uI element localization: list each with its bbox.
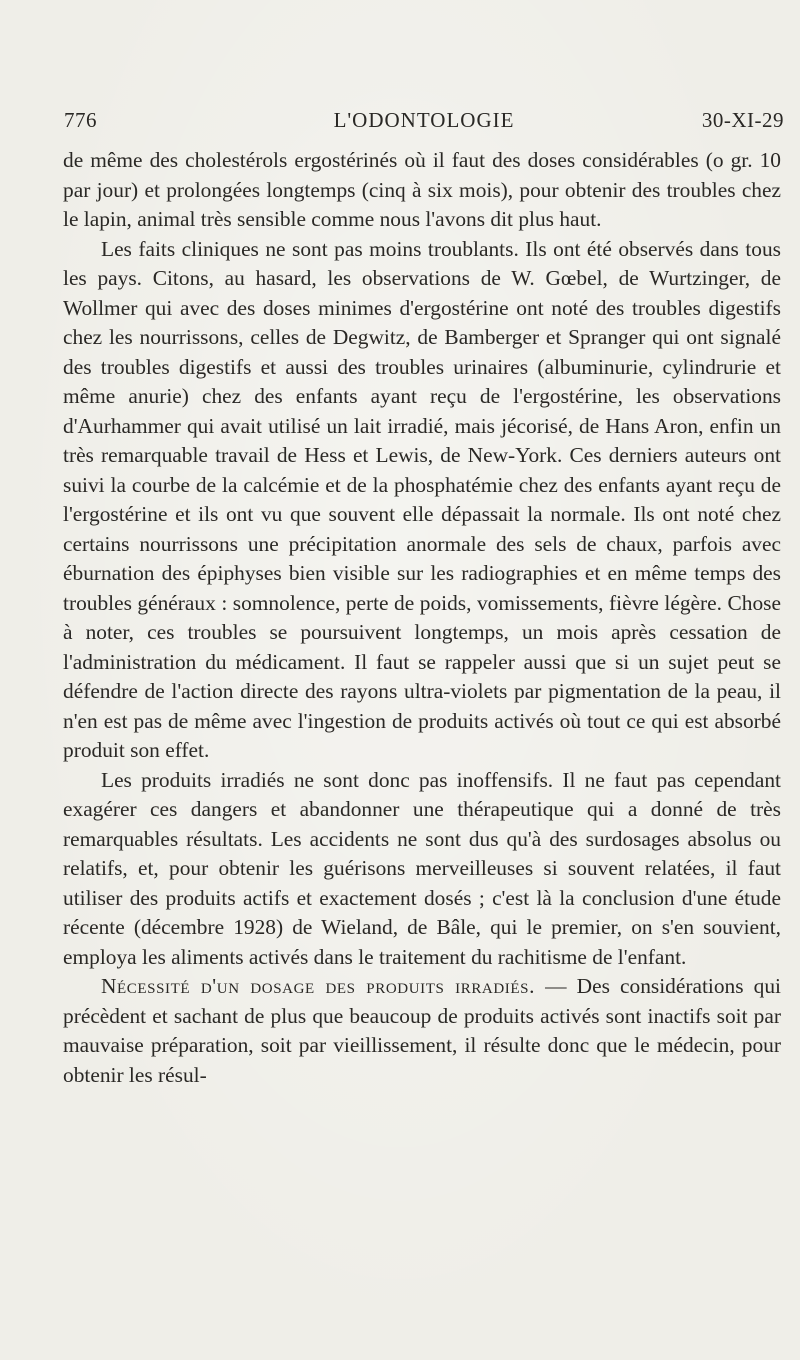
paragraph-irradiated-products: Les produits irradiés ne sont donc pas inoffensifs. Il ne faut pas cependant exagérer ces dangers et abandonner une thérapeutique qui a donné de très remarquables résultats. Les accidents ne sont dus qu'à des surdosages absolus ou relatifs, et, pour obtenir les guérisons merveilleuses si souvent relatées, il faut utiliser des produits actifs et exactement dosés ; c'est là la conclusion d'une étude récente (décembre 1928) de Wieland, de Bâle, qui le premier, on s'en souvient, employa les aliments activés dans le traitement du rachitisme de l'enfant. — [63, 767, 781, 969]
running-header — [64, 108, 784, 144]
page-number: 776 — [64, 108, 97, 132]
issue-date: 30-XI-29 — [701, 108, 784, 132]
section-text: — Des considérations qui précèdent et sachant de plus que beaucoup de produits activés sont inactifs soit par mauvaise préparation, soit par vieillissement, il résulte donc que le médecin, pour obtenir les résul- — [63, 974, 781, 1087]
section-heading: Nécessité d'un dosage des produits irradiés. — [101, 974, 536, 998]
paragraph-dosage-section — [63, 972, 781, 1090]
body-text — [63, 146, 781, 1090]
journal-title: L'ODONTOLOGIE — [333, 108, 515, 132]
paragraph-clinical-facts: Les faits cliniques ne sont pas moins troublants. Ils ont été observés dans tous les pays. Citons, au hasard, les observations de W. Gœbel, de Wurtzinger, de Wollmer qui avec des doses minimes d'ergostérine ont noté des troubles digestifs chez les nourrissons, celles de Degwitz, de Bamberger et Spranger qui ont signalé des troubles digestifs et aussi des troubles urinaires (albuminurie, cylindrurie et même anurie) chez des enfants ayant reçu de l'ergostérine, les observations d'Aurhammer qui avait utilisé un lait irradié, mais jécorisé, de Hans Aron, enfin un très remarquable travail de Hess et Lewis, de New-York. Ces derniers auteurs ont suivi la courbe de la calcémie et de la phosphatémie chez des enfants ayant reçu de l'ergostérine et ils ont vu que souvent elle dépassait la normale. Ils ont noté chez certains nourrissons une précipitation anormale des sels de chaux, parfois avec éburnation des épiphyses bien visible sur les radiographies et en même temps des troubles généraux : somnolence, perte de poids, vomissements, fièvre légère. Chose à noter, ces troubles se poursuivent longtemps, un mois après cessation de l'administration du médicament. Il faut se rappeler aussi que si un sujet peut se défendre de l'action directe des rayons ultra-violets par pigmentation de la peau, il n'en est pas de même avec l'ingestion de produits activés où tout ce qui est absorbé produit son effet. — [63, 236, 781, 762]
paragraph-continuation: de même des cholestérols ergostérinés où il faut des doses considérables (o gr. 10 par jour) et prolongées longtemps (cinq à six mois), pour obtenir des troubles chez le lapin, animal très sensible comme nous l'avons dit plus haut. — [63, 148, 781, 231]
